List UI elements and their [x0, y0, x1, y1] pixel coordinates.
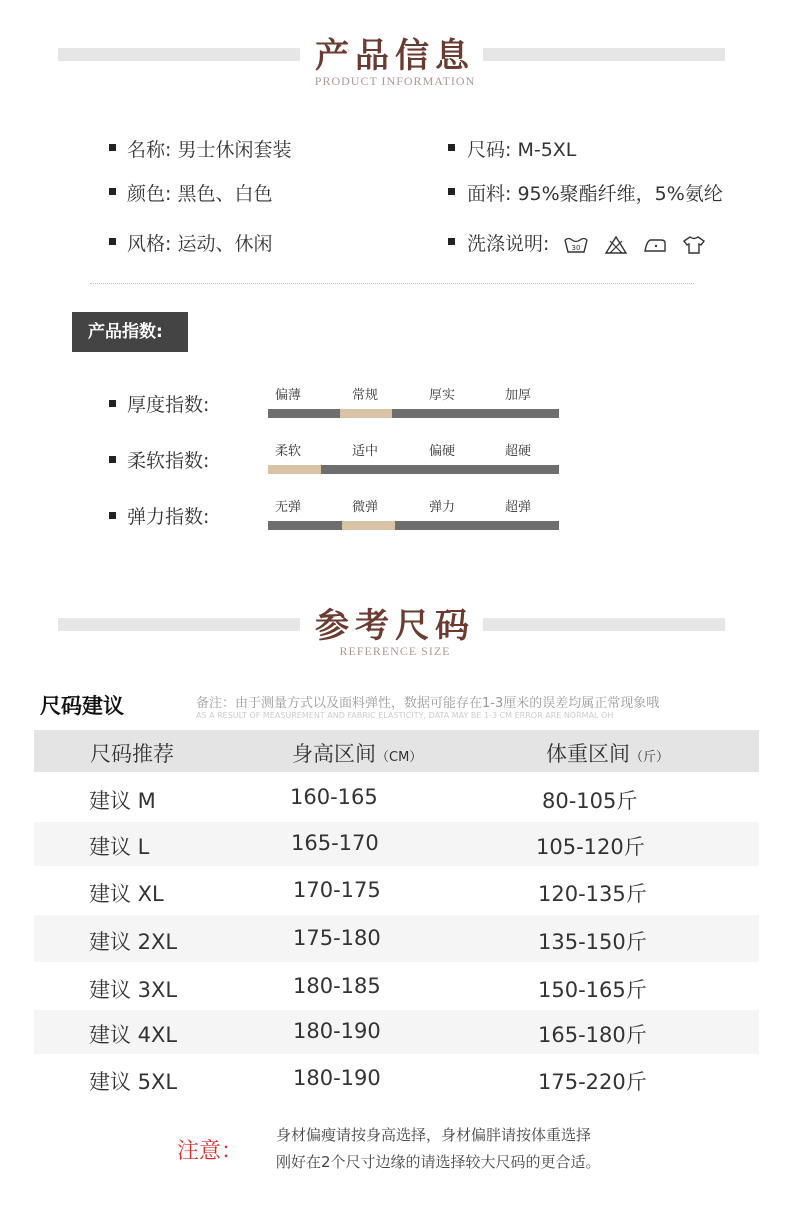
bullet [109, 400, 116, 407]
info-size: 尺码: M-5XL [467, 139, 577, 161]
index-tick-label: 微弹 [352, 500, 379, 515]
weight-cell: 105-120斤 [536, 835, 645, 859]
wash-30-icon [563, 235, 589, 255]
index-row-label: 柔软指数: [127, 450, 210, 472]
height-cell: 165-170 [291, 831, 379, 855]
index-tick-label: 弹力 [429, 500, 456, 515]
size-table-row [34, 963, 759, 1010]
product-info-title: 产品信息 [315, 36, 475, 76]
reference-size-subtitle: REFERENCE SIZE [339, 644, 451, 658]
size-table-row [34, 776, 759, 820]
product-index-label: 产品指数: [72, 312, 188, 352]
bullet [109, 188, 116, 195]
weight-cell: 120-135斤 [538, 881, 647, 906]
index-row-label: 弹力指数: [127, 506, 210, 528]
size-cell: 建议 2XL [89, 929, 178, 954]
info-style: 风格: 运动、休闲 [127, 233, 273, 255]
notice-label: 注意： [177, 1139, 244, 1164]
bullet [448, 144, 455, 151]
index-tick-label: 偏薄 [275, 388, 302, 403]
divider [90, 283, 694, 284]
index-tick-label: 无弹 [275, 500, 302, 515]
weight-cell: 150-165斤 [538, 977, 647, 1002]
info-name: 名称: 男士休闲套装 [127, 139, 292, 161]
notice-line-2: 刚好在2个尺寸边缘的请选择较大尺码的更合适。 [276, 1153, 601, 1171]
header-size: 尺码推荐 [90, 742, 174, 766]
size-advice-heading: 尺码建议 [40, 694, 124, 718]
index-bar [268, 409, 559, 418]
size-table-row [34, 915, 759, 962]
reference-size-title: 参考尺码 [315, 606, 475, 646]
index-tick-label: 加厚 [505, 388, 532, 403]
index-tick-label: 偏硬 [429, 444, 456, 459]
height-cell: 170-175 [293, 877, 381, 902]
size-cell: 建议 3XL [89, 977, 178, 1002]
size-table-row [34, 1010, 759, 1054]
index-tick-label: 超硬 [505, 444, 532, 459]
bullet [109, 456, 116, 463]
size-table-row [34, 867, 759, 914]
bullet [448, 238, 455, 245]
weight-cell: 135-150斤 [538, 929, 647, 954]
svg-text:30: 30 [571, 243, 581, 252]
info-fabric: 面料: 95%聚酯纤维，5%氨纶 [467, 183, 723, 205]
index-marker [342, 521, 395, 530]
size-table-row [34, 1056, 759, 1102]
size-cell: 建议 5XL [89, 1070, 178, 1094]
weight-cell: 165-180斤 [538, 1023, 647, 1047]
bullet [109, 144, 116, 151]
bullet [448, 188, 455, 195]
product-info-subtitle: PRODUCT INFORMATION [314, 74, 476, 88]
size-cell: 建议 L [89, 835, 150, 859]
size-cell: 建议 M [89, 789, 156, 813]
weight-cell: 175-220斤 [538, 1070, 647, 1094]
index-bar [268, 465, 559, 474]
bleach-icon [604, 235, 628, 255]
index-tick-label: 超弹 [505, 500, 532, 515]
index-tick-label: 厚实 [429, 388, 456, 403]
height-cell: 160-165 [290, 785, 378, 809]
index-marker [340, 409, 392, 418]
bullet [109, 238, 116, 245]
index-tick-label: 柔软 [275, 444, 302, 459]
index-marker [268, 465, 321, 474]
header-height: 身高区间（CM） [292, 742, 423, 766]
height-cell: 180-185 [293, 973, 381, 998]
shirt-icon [682, 235, 706, 255]
info-wash-label: 洗涤说明: [467, 233, 550, 255]
info-wash [467, 229, 706, 256]
height-cell: 175-180 [293, 925, 381, 950]
height-cell: 180-190 [293, 1019, 381, 1043]
notice-line-1: 身材偏瘦请按身高选择，身材偏胖请按体重选择 [276, 1126, 592, 1144]
bullet [109, 512, 116, 519]
size-cell: 建议 XL [89, 881, 164, 906]
index-row-label: 厚度指数: [127, 394, 210, 416]
iron-icon [642, 235, 668, 255]
index-tick-label: 常规 [352, 388, 379, 403]
info-color: 颜色: 黑色、白色 [127, 183, 273, 205]
index-bar [268, 521, 559, 530]
size-table-header [34, 730, 759, 772]
size-note: 备注：由于测量方式以及面料弹性，数据可能存在1-3厘米的误差均属正常现象哦 [196, 696, 660, 711]
header-weight: 体重区间（斤） [546, 742, 670, 766]
weight-cell: 80-105斤 [542, 789, 638, 813]
size-note-en: AS A RESULT OF MEASUREMENT AND FABRIC ELASTICITY, DATA MAY BE 1-3 CM ERROR ARE NORMAL OH [196, 711, 614, 720]
index-tick-label: 适中 [352, 444, 379, 459]
size-cell: 建议 4XL [89, 1023, 178, 1047]
size-table-row [34, 822, 759, 866]
height-cell: 180-190 [293, 1066, 381, 1090]
